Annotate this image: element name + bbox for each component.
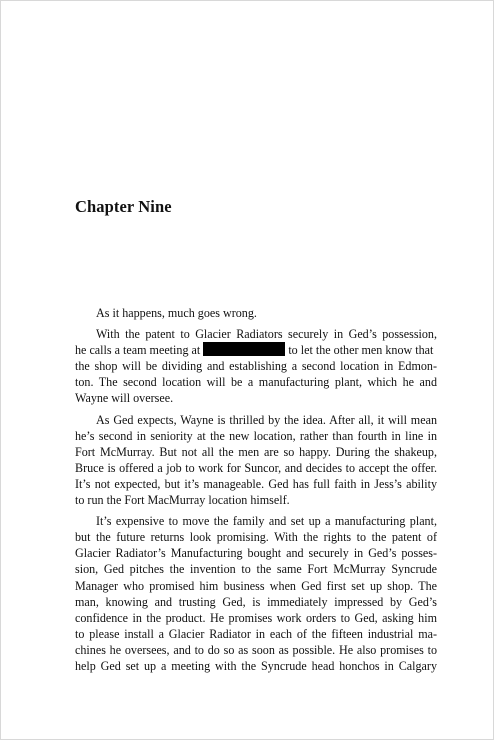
paragraph-3-line-2: he’s second in seniority at the new location, rather than fourth in line in [75,428,437,443]
paragraph-2-line-1: With the patent to Glacier Radiators securely in Ged’s possession, [96,327,437,342]
redaction-block [203,342,285,356]
paragraph-4-line-9: chines he oversees, and to do so as soon as possible. He also promises to [75,642,437,657]
paragraph-4-line-8: to please install a Glacier Radiator in each of the fifteen industrial ma- [75,626,437,641]
paragraph-4-line-10: help Ged set up a meeting with the Syncrude head honchos in Calgary [75,658,437,673]
paragraph-2-line-2 [75,342,437,358]
paragraph-4-line-5: Manager who promised him business when Ged first set up shop. The [75,578,437,593]
paragraph-1-line-1: As it happens, much goes wrong. [96,306,257,320]
paragraph-4-line-2: but the future returns look promising. With the rights to the patent of [75,530,437,545]
chapter-body [75,305,437,674]
paragraph-4-line-3: Glacier Radiator’s Manufacturing bought and securely in Ged’s posses- [75,546,437,561]
paragraph-3-line-3: Fort McMurray. But not all the men are so happy. During the shakeup, [75,444,437,459]
paragraph-4-line-4: sion, Ged pitches the invention to the same Fort McMurray Syncrude [75,562,437,577]
paragraph-3-line-6: to run the Fort MacMurray location himself. [75,493,290,508]
paragraph-2-line-2-end: to let the other men know that [288,343,434,358]
paragraph-4-line-6: man, knowing and trusting Ged, is immediately impressed by Ged’s [75,594,437,609]
paragraph-4-line-7: confidence in the product. He promises work orders to Ged, asking him [75,610,437,625]
paragraph-3-line-4: Bruce is offered a job to work for Suncor, and decides to accept the offer. [75,460,437,475]
paragraph-4-line-1: It’s expensive to move the family and set up a manufacturing plant, [96,514,437,529]
paragraph-3-line-1: As Ged expects, Wayne is thrilled by the idea. After all, it will mean [96,412,437,427]
paragraph-2-line-5: Wayne will oversee. [75,391,174,406]
paragraph-3-line-5: It’s not expected, but it’s manageable. Ged has full faith in Jess’s ability [75,476,437,491]
paragraph-2-line-2-start: he calls a team meeting at [75,343,201,358]
paragraph-2-line-4: ton. The second location will be a manufacturing plant, which he and [75,375,437,390]
paragraph-2-line-3: the shop will be dividing and establishing a second location in Edmon- [75,359,437,374]
chapter-title: Chapter Nine [75,197,172,216]
